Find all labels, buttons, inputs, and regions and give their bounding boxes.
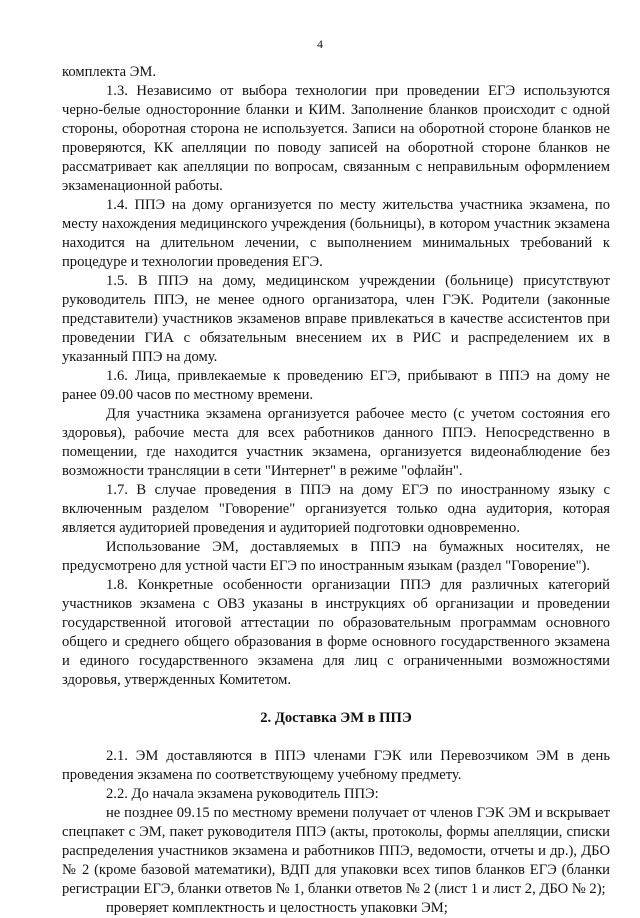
paragraph: 1.5. В ППЭ на дому, медицинском учреждении (больнице) присутствуют руководитель ППЭ, не менее одного организатора, член ГЭК. Родители (законные представители) участников экзаменов вправе привлекаться в качестве ассистентов при проведении ГИА с обязательным внесением их в РИС и распределением их в указанный ППЭ на дому. [62,273,610,365]
section-1-body [62,63,610,690]
paragraph: Использование ЭМ, доставляемых в ППЭ на бумажных носителях, не предусмотрено для устной части ЕГЭ по иностранным языкам (раздел "Говорение"). [62,539,610,574]
paragraph: 1.8. Конкретные особенности организации ППЭ для различных категорий участников экзамена с ОВЗ указаны в инструкциях об организации и проведении государственной итоговой аттестации по образовательным программам основного общего и среднего общего образования в форме основного государственного экзамена и единого государственного экзамена для лиц с ограниченными возможностями здоровья, утвержденных Комитетом. [62,577,610,688]
paragraph: 1.7. В случае проведения в ППЭ на дому ЕГЭ по иностранному языку с включенным разделом "Говорение" организуется только одна аудитория, которая является аудиторией проведения и аудиторией подготовки одновременно. [62,482,610,536]
section-heading: 2. Доставка ЭМ в ППЭ [260,710,412,726]
paragraph: 2.1. ЭМ доставляются в ППЭ членами ГЭК или Перевозчиком ЭМ в день проведения экзамена по соответствующему учебному предмету. [62,748,610,783]
paragraph: проверяет комплектность и целостность упаковки ЭМ; [106,900,448,916]
page-number: 4 [317,37,323,51]
paragraph: комплекта ЭМ. [62,64,157,80]
paragraph: Для участника экзамена организуется рабочее место (с учетом состояния его здоровья), рабочие места для всех работников данного ППЭ. Непосредственно в помещении, где находится участник экзамена, организуется видеонаблюдение без возможности трансляции в сети "Интернет" в режиме "офлайн". [62,406,610,479]
paragraph: 2.2. До начала экзамена руководитель ППЭ: [106,786,379,802]
paragraph: 1.3. Независимо от выбора технологии при проведении ЕГЭ используются черно-белые односторонние бланки и КИМ. Заполнение бланков происходит с одной стороны, оборотная сторона не используется. Записи на оборотной стороне бланков не проверяются, КК апелляции по поводу записей на оборотной стороне бланков не рассматривает как апелляции по вопросам, связанным с неправильным оформлением экзаменационной работы. [62,83,610,194]
document-body [62,63,610,918]
section-2-body [62,747,610,918]
paragraph: 1.4. ППЭ на дому организуется по месту жительства участника экзамена, по месту нахождения медицинского учреждения (больницы), в котором участник экзамена находится на длительном лечении, с выполнением минимальных требований к процедуре и технологии проведения ЕГЭ. [62,197,610,270]
paragraph: не позднее 09.15 по местному времени получает от членов ГЭК ЭМ и вскрывает спецпакет с ЭМ, пакет руководителя ППЭ (акты, протоколы, формы апелляции, списки распределения участников экзамена и работников ППЭ, ведомости, отчеты и др.), ДБО № 2 (кроме базовой математики), ВДП для упаковки всех типов бланков ЕГЭ (бланки регистрации ЕГЭ, бланки ответов № 1, бланки ответов № 2 (лист 1 и лист 2, ДБО № 2); [62,805,610,897]
paragraph: 1.6. Лица, привлекаемые к проведению ЕГЭ, прибывают в ППЭ на дому не ранее 09.00 часов по местному времени. [62,368,610,403]
